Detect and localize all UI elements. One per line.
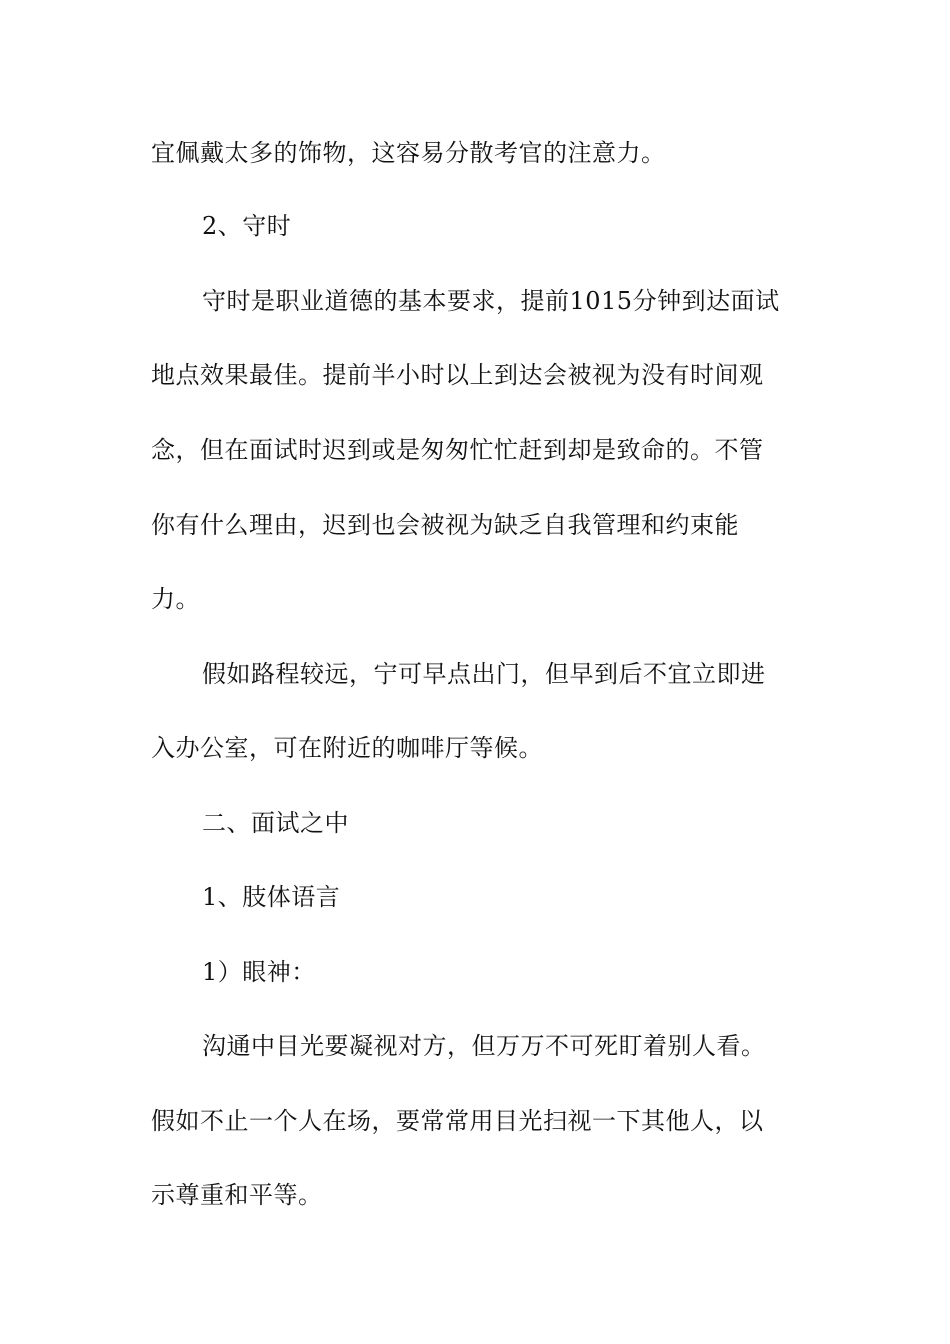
paragraph-line: 力。	[151, 585, 200, 613]
subheading-body-language: 1、肢体语言	[202, 883, 341, 911]
paragraph-continuation: 宜佩戴太多的饰物，这容易分散考官的注意力。	[151, 139, 666, 167]
subheading-eyes: 1）眼神：	[202, 958, 316, 986]
paragraph-line: 假如不止一个人在场，要常常用目光扫视一下其他人，以	[151, 1107, 764, 1135]
paragraph-line: 守时是职业道德的基本要求，提前1015分钟到达面试	[202, 287, 780, 315]
paragraph-line: 假如路程较远，宁可早点出门，但早到后不宜立即进	[202, 660, 766, 688]
paragraph-line: 地点效果最佳。提前半小时以上到达会被视为没有时间观	[151, 361, 764, 389]
subheading-punctuality: 2、守时	[202, 212, 292, 240]
paragraph-line: 沟通中目光要凝视对方，但万万不可死盯着别人看。	[202, 1032, 766, 1060]
paragraph-line: 你有什么理由，迟到也会被视为缺乏自我管理和约束能	[151, 511, 739, 539]
paragraph-line: 示尊重和平等。	[151, 1181, 323, 1209]
paragraph-line: 入办公室，可在附近的咖啡厅等候。	[151, 734, 543, 762]
paragraph-line: 念，但在面试时迟到或是匆匆忙忙赶到却是致命的。不管	[151, 436, 764, 464]
section-heading: 二、面试之中	[202, 809, 349, 837]
